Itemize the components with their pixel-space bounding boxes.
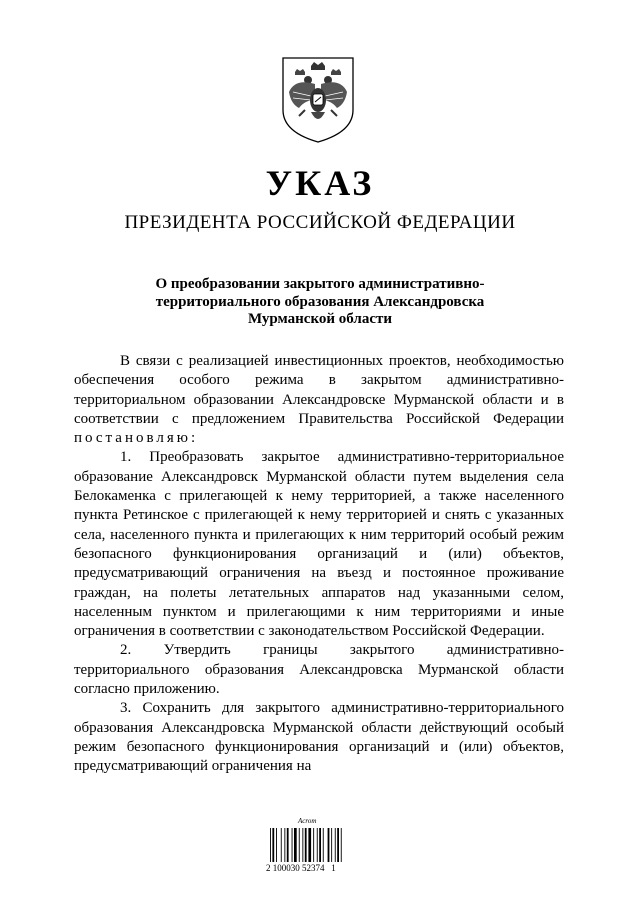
document-subtitle: ПРЕЗИДЕНТА РОССИЙСКОЙ ФЕДЕРАЦИИ xyxy=(124,212,516,233)
barcode-icon xyxy=(270,828,370,862)
intro-text: В связи с реализацией инвестиционных проектов, необходимостью обеспечения особого режима в закрытом административно-территориальном образовании Александровске Мурманской области и в соответствии с предложением Правительства Российской Федерации xyxy=(74,353,564,427)
barcode-signature: Acrom xyxy=(298,817,317,825)
paragraph-2: 2. Утвердить границы закрытого административно-территориального образования Александровска Мурманской области согласно приложению. xyxy=(74,642,564,698)
intro-paragraph xyxy=(74,352,564,448)
document-title: УКАЗ xyxy=(265,163,375,203)
decree-word: постановляю xyxy=(74,430,191,447)
coat-of-arms-icon xyxy=(275,52,361,144)
paragraph-1: 1. Преобразовать закрытое административно-территориальное образование Александровск Мурманской области путем выделения села Белокаменка с прилегающей к нему территорией, а также населенного пункта Ретинское с прилегающей к нему территорией и снять с указанных села, населенного пункта и прилегающих к ним территорий особый режим безопасного функционирования организаций и (или) объектов, предусматривающий ограничения на въезд и постоянное проживание граждан, на полеты летательных аппаратов над указанными селом, населенным пунктом и прилегающими к ним территориями и иные ограничения в соответствии с законодательством Российской Федерации. xyxy=(74,449,564,640)
decree-subject xyxy=(120,276,520,329)
decree-body xyxy=(74,352,564,777)
subject-line-1: О преобразовании закрытого административно- xyxy=(155,276,485,292)
barcode-number: 2 100030 52374 1 xyxy=(266,863,336,873)
paragraph-3: 3. Сохранить для закрытого административно-территориального образования Александровска Мурманской области действующий особый режим безопасного функционирования организаций и (или) объектов, предусматривающий ограничения на xyxy=(74,700,564,775)
intro-end: : xyxy=(190,430,196,447)
subject-line-2: территориального образования Александровска xyxy=(155,293,485,310)
subject-line-3: Мурманской области xyxy=(247,311,393,327)
